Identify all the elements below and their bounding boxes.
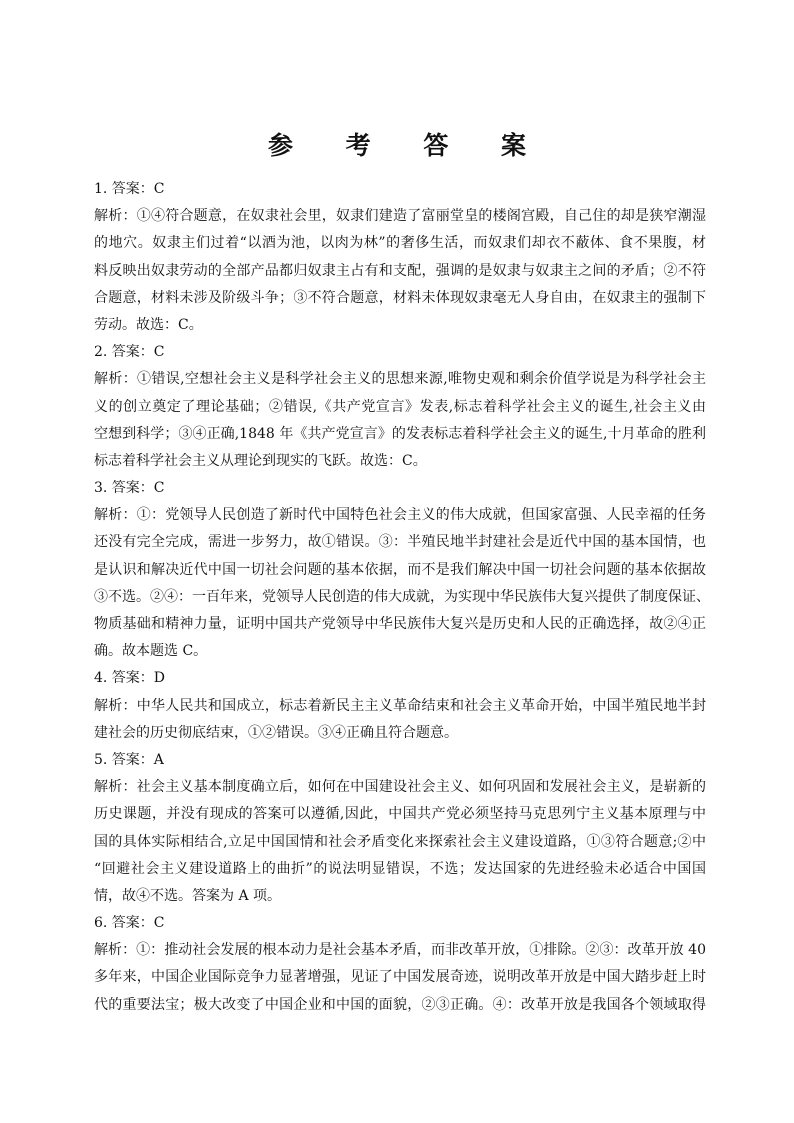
- explanation-line: 情，故④不选。答案为 A 项。: [94, 887, 282, 904]
- explanation-line: 解析：中华人民共和国成立，标志着新民主主义革命结束和社会主义革命开始，中国半殖民地半封: [94, 697, 706, 714]
- explanation-line: 解析：①④符合题意，在奴隶社会里，奴隶们建造了富丽堂皇的楼阁宫殿，自己住的却是狭窄潮湿: [94, 208, 706, 225]
- explanation-line: 是认识和解决近代中国一切社会问题的基本依据，而不是我们解决中国一切社会问题的基本依据故: [94, 561, 706, 578]
- explanation-line: 料反映出奴隶劳动的全部产品都归奴隶主占有和支配，强调的是奴隶与奴隶主之间的矛盾；②不符: [94, 262, 706, 279]
- answer-heading: 4. 答案：D: [94, 670, 166, 687]
- explanation-line: 还没有完全完成，需进一步努力，故①错误。③：半殖民地半封建社会是近代中国的基本国情，也: [94, 534, 706, 551]
- answer-heading: 6. 答案：C: [94, 915, 165, 932]
- explanation-line: 劳动。故选：C。: [94, 316, 203, 333]
- answer-heading: 3. 答案：C: [94, 480, 165, 497]
- answer-heading: 5. 答案：A: [94, 751, 164, 768]
- answer-heading: 2. 答案：C: [94, 344, 165, 361]
- explanation-line: 历史课题，并没有现成的答案可以遵循,因此，中国共产党必须坚持马克思列宁主义基本原理与中: [94, 806, 706, 823]
- answer-body: [94, 176, 710, 1019]
- explanation-line: “回避社会主义建设道路上的曲折”的说法明显错误，不选；发达国家的先进经验未必适合中国国: [94, 860, 706, 877]
- explanation-line: 空想到科学；③④正确,1848 年《共产党宣言》的发表标志着科学社会主义的诞生,十月革命的胜利: [94, 425, 706, 442]
- explanation-line: 确。故本题选 C。: [94, 643, 208, 660]
- explanation-line: 标志着科学社会主义从理论到现实的飞跃。故选：C。: [94, 452, 427, 469]
- explanation-line: 多年来，中国企业国际竞争力显著增强，见证了中国发展奇迹，说明改革开放是中国大踏步赶上时: [94, 969, 706, 986]
- explanation-line: 解析：①：推动社会发展的根本动力是社会基本矛盾，而非改革开放，①排除。②③：改革开放 40: [94, 942, 706, 959]
- explanation-line: 合题意，材料未涉及阶级斗争；③不符合题意，材料未体现奴隶毫无人身自由，在奴隶主的强制下: [94, 289, 706, 306]
- page-title: 参 考 答 案: [267, 131, 549, 160]
- answer-heading: 1. 答案：C: [94, 181, 165, 197]
- explanation-line: 解析：①错误,空想社会主义是科学社会主义的思想来源,唯物史观和剩余价值学说是为科学社会主: [94, 371, 706, 388]
- explanation-line: 物质基础和精神力量，证明中国共产党领导中华民族伟大复兴是历史和人民的正确选择，故②④正: [94, 616, 706, 632]
- explanation-line: 国的具体实际相结合,立足中国国情和社会矛盾变化来探索社会主义建设道路，①③符合题意;②中: [94, 833, 706, 850]
- explanation-line: 的地穴。奴隶主们过着“以酒为池，以肉为林”的奢侈生活，而奴隶们却衣不蔽体、食不果腹，材: [94, 235, 706, 252]
- explanation-line: 解析：①：党领导人民创造了新时代中国特色社会主义的伟大成就，但国家富强、人民幸福的任务: [94, 507, 706, 524]
- explanation-line: 义的创立奠定了理论基础；②错误,《共产党宣言》发表,标志着科学社会主义的诞生,社会主义由: [94, 398, 706, 415]
- explanation-line: 解析：社会主义基本制度确立后，如何在中国建设社会主义、如何巩固和发展社会主义，是崭新的: [94, 779, 706, 796]
- explanation-line: 建社会的历史彻底结束，①②错误。③④正确且符合题意。: [94, 724, 458, 741]
- explanation-line: 代的重要法宝；极大改变了中国企业和中国的面貌，②③正确。④：改革开放是我国各个领域取得: [94, 996, 706, 1013]
- explanation-line: ③不选。②④：一百年来，党领导人民创造的伟大成就，为实现中华民族伟大复兴提供了制度保证、: [94, 588, 710, 605]
